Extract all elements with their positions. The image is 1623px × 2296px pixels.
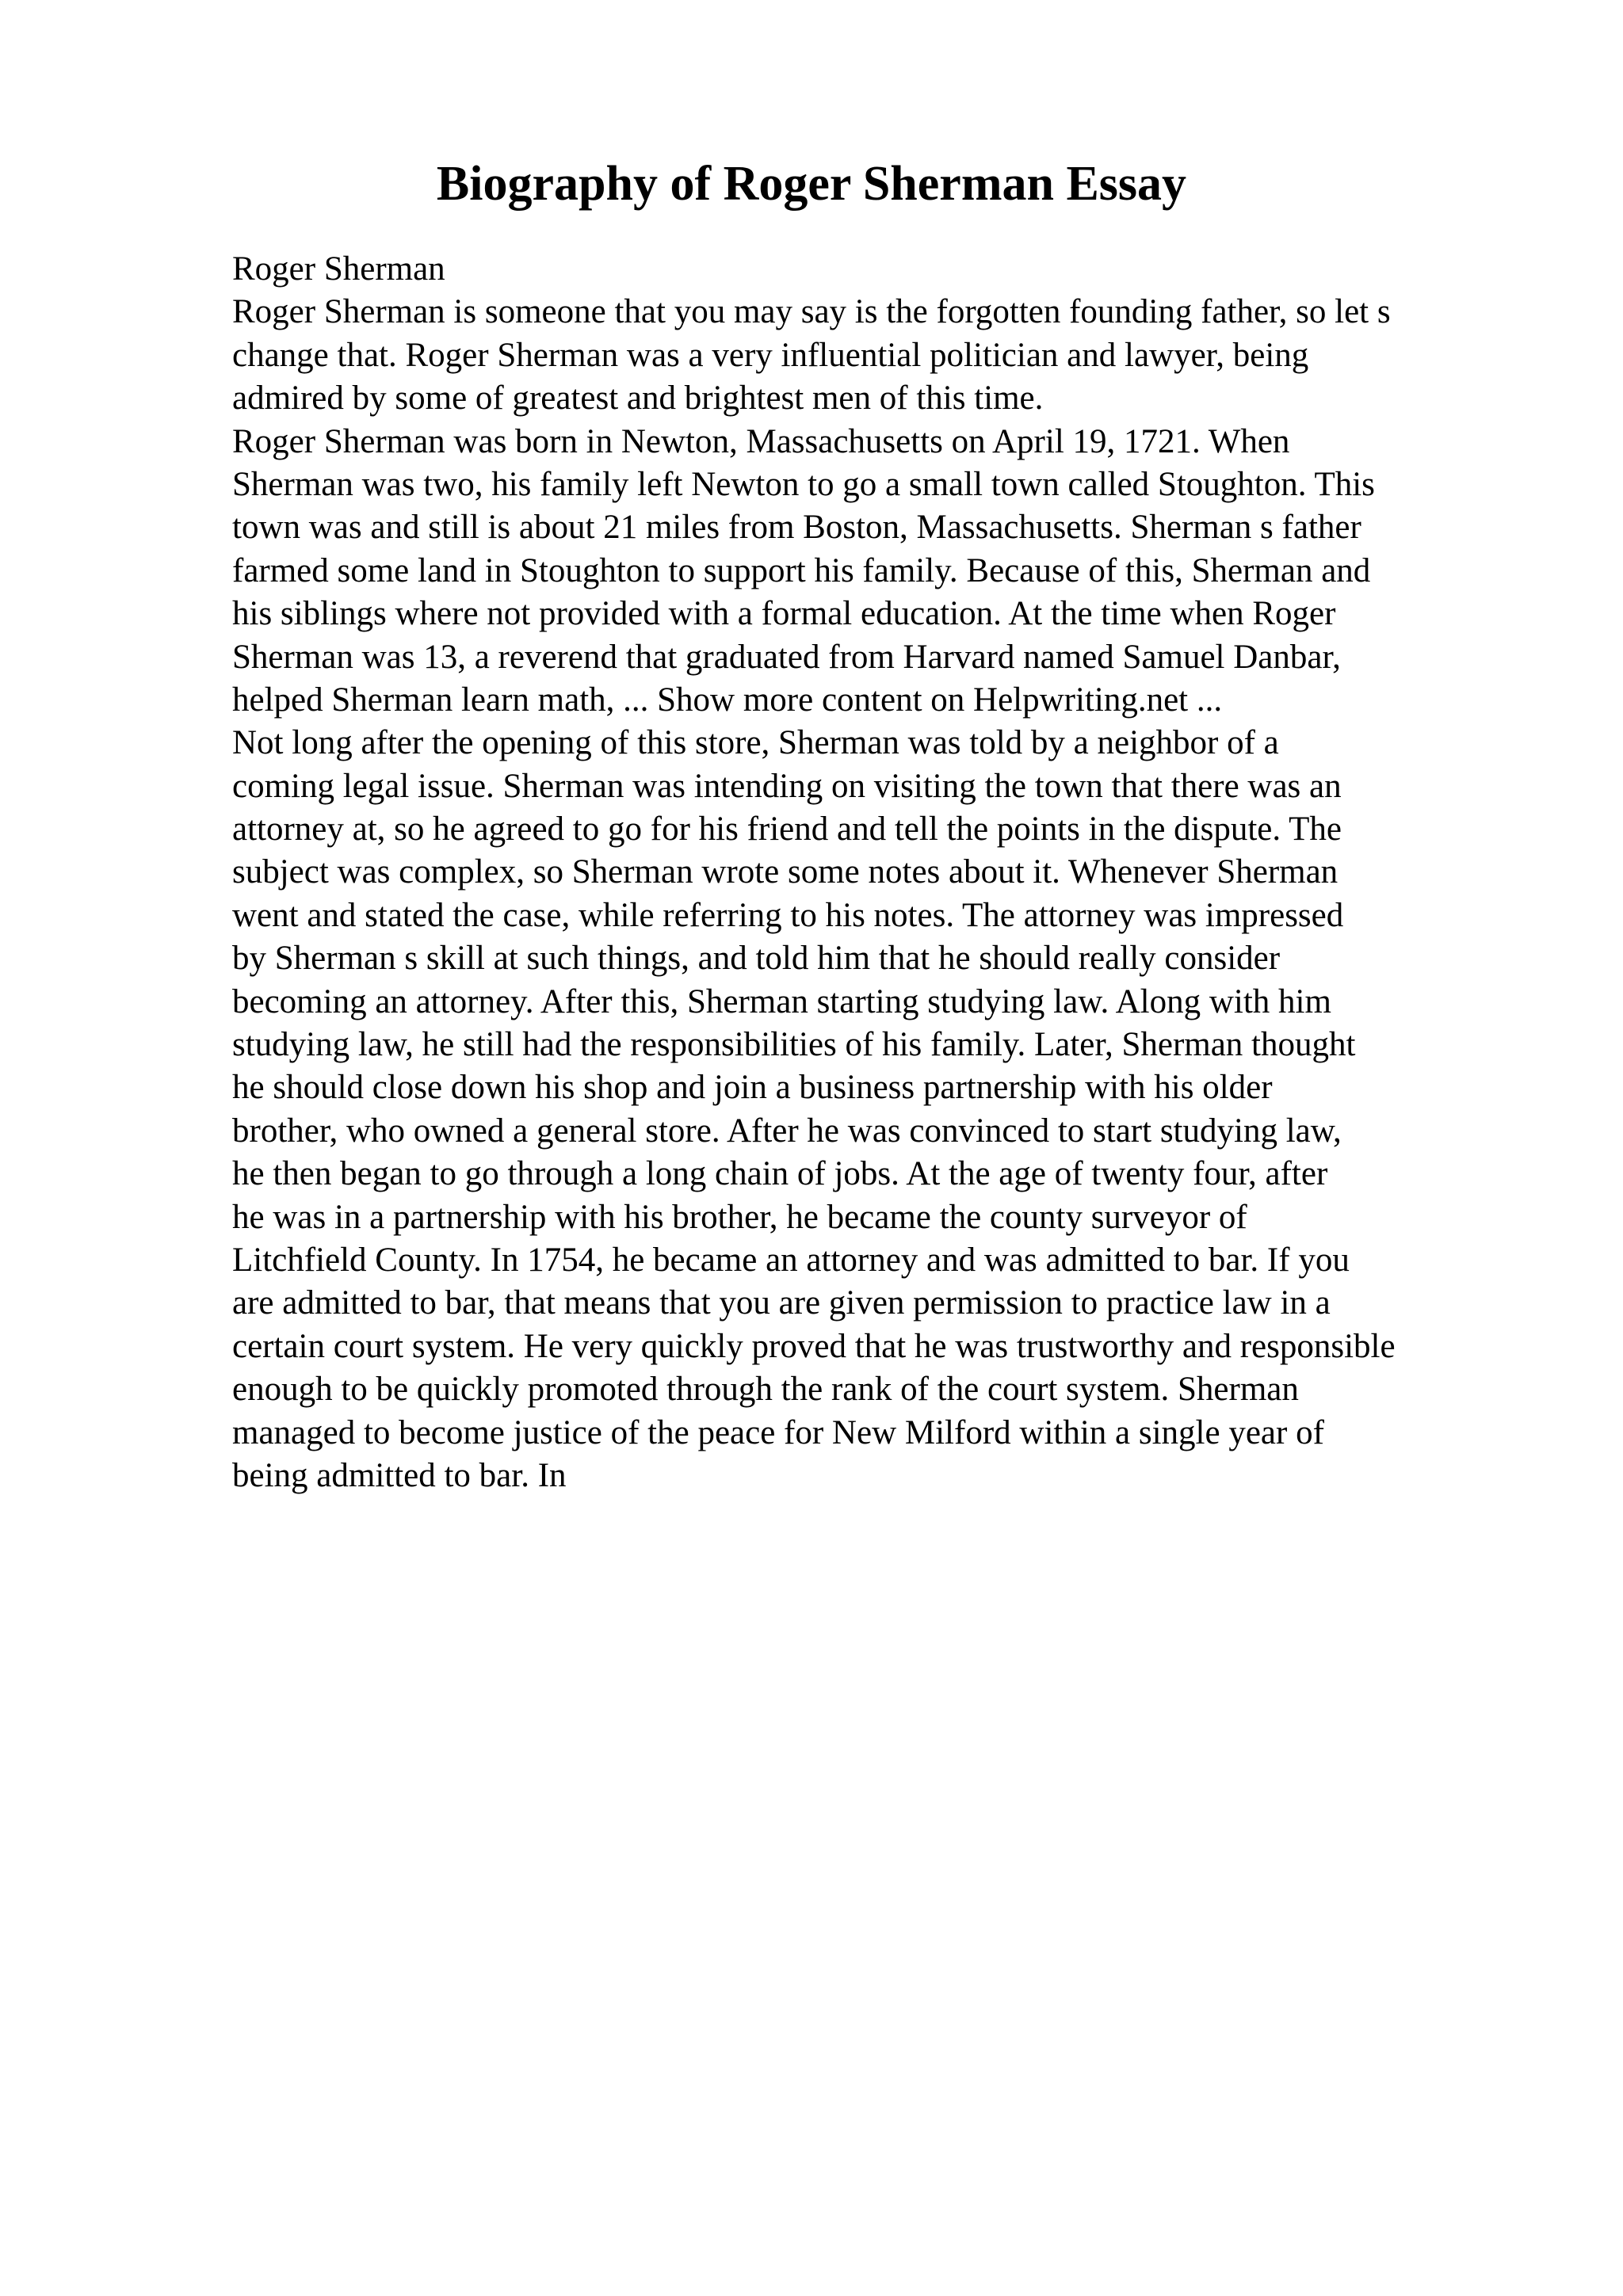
body-line: farmed some land in Stoughton to support his family. Because of this, Sherman and	[232, 551, 1371, 589]
body-line: Litchfield County. In 1754, he became an attorney and was admitted to bar. If you	[232, 1241, 1350, 1279]
body-line: by Sherman s skill at such things, and told him that he should really consider	[232, 940, 1281, 978]
body-line: Not long after the opening of this store, Sherman was told by a neighbor of a	[232, 724, 1279, 762]
body-line: he was in a partnership with his brother, he became the county surveyor of	[232, 1198, 1247, 1236]
body-line: went and stated the case, while referring to his notes. The attorney was impressed	[232, 896, 1344, 934]
body-line: Sherman was 13, a reverend that graduated from Harvard named Samuel Danbar,	[232, 638, 1341, 676]
body-line: being admitted to bar. In	[232, 1456, 567, 1494]
document-title: Biography of Roger Sherman Essay	[436, 157, 1187, 211]
body-line: subject was complex, so Sherman wrote some notes about it. Whenever Sherman	[232, 853, 1338, 891]
body-line: change that. Roger Sherman was a very influential politician and lawyer, being	[232, 336, 1309, 374]
body-line: studying law, he still had the responsibilities of his family. Later, Sherman thought	[232, 1026, 1356, 1064]
body-line: attorney at, so he agreed to go for his friend and tell the points in the dispute. The	[232, 810, 1342, 849]
body-line: admired by some of greatest and brightest men of this time.	[232, 379, 1044, 418]
body-line: helped Sherman learn math, ... Show more content on Helpwriting.net ...	[232, 681, 1223, 719]
body-line: Roger Sherman was born in Newton, Massachusetts on April 19, 1721. When	[232, 422, 1290, 460]
body-line: managed to become justice of the peace for New Milford within a single year of	[232, 1413, 1324, 1451]
body-line: Roger Sherman is someone that you may say is the forgotten founding father, so let s	[232, 293, 1391, 331]
body-line: brother, who owned a general store. After he was convinced to start studying law,	[232, 1112, 1342, 1150]
body-line: coming legal issue. Sherman was intending on visiting the town that there was an	[232, 767, 1342, 805]
body-line: Sherman was two, his family left Newton to go a small town called Stoughton. This	[232, 465, 1375, 503]
body-line: he should close down his shop and join a business partnership with his older	[232, 1069, 1273, 1107]
body-line: he then began to go through a long chain of jobs. At the age of twenty four, after	[232, 1155, 1328, 1193]
body-line: town was and still is about 21 miles from Boston, Massachusetts. Sherman s father	[232, 509, 1361, 547]
document-body	[232, 248, 1595, 1497]
body-line: are admitted to bar, that means that you are given permission to practice law in a	[232, 1284, 1331, 1322]
body-line: enough to be quickly promoted through the rank of the court system. Sherman	[232, 1371, 1299, 1409]
body-line: certain court system. He very quickly proved that he was trustworthy and responsible	[232, 1327, 1396, 1365]
body-line: becoming an attorney. After this, Sherman starting studying law. Along with him	[232, 982, 1331, 1020]
body-line: his siblings where not provided with a formal education. At the time when Roger	[232, 595, 1336, 633]
body-line: Roger Sherman	[232, 250, 445, 288]
